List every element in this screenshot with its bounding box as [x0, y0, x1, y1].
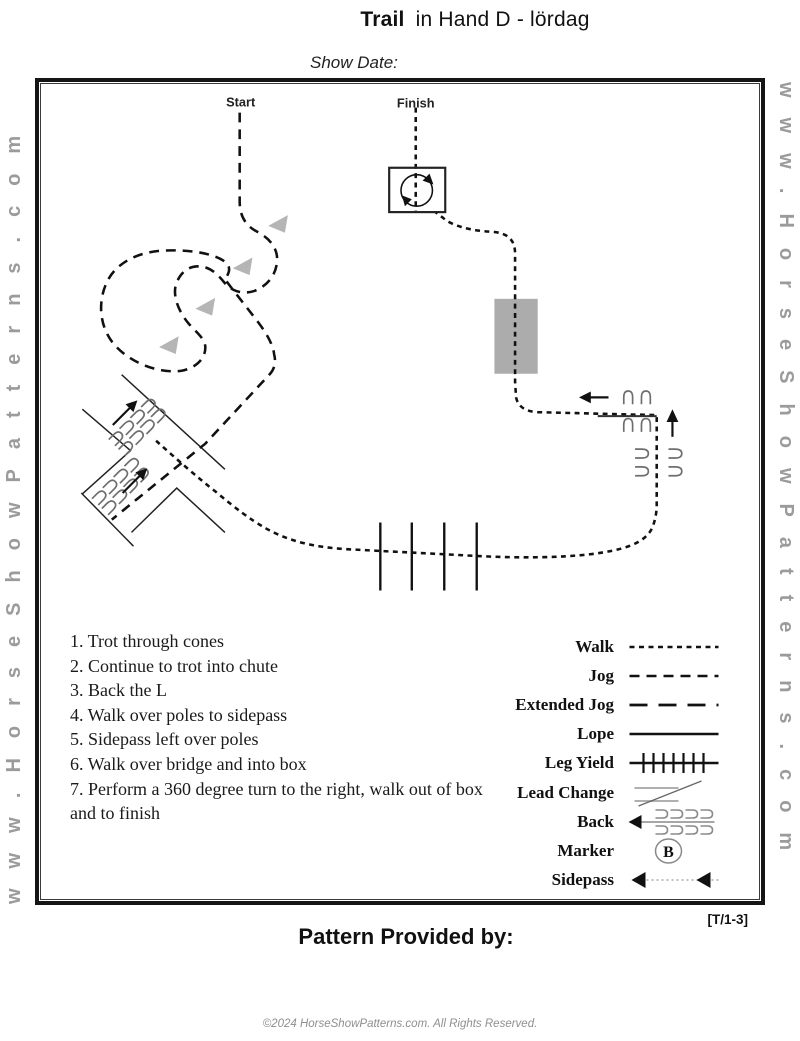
marker-symbol — [626, 837, 722, 865]
finish-label: Finish — [396, 95, 435, 111]
copyright-notice: ©2024 HorseShowPatterns.com. All Rights Reserved. — [262, 1018, 538, 1030]
legend-row-walk — [478, 632, 730, 661]
legend-row-extended-jog — [478, 690, 730, 719]
legend-label: Sidepass — [551, 870, 614, 890]
back-the-l-hoofprints — [92, 398, 167, 515]
page-title-bold: Trail — [360, 8, 405, 31]
instruction-item: 6. Walk over bridge and into box — [70, 753, 307, 774]
legend-label: Marker — [557, 840, 614, 860]
legend — [478, 632, 730, 895]
sidepass-up-arrow — [667, 409, 679, 422]
instruction-item: 1. Trot through cones — [70, 631, 225, 651]
lead-change-symbol — [626, 779, 722, 807]
legend-label: Lead Change — [517, 782, 614, 802]
legend-row-marker — [478, 836, 730, 865]
legend-label: Leg Yield — [544, 753, 614, 773]
show-date-label: Show Date: — [310, 53, 398, 72]
marker-letter: B — [663, 843, 674, 861]
page-title-rest: in Hand D - lördag — [415, 8, 590, 31]
lope-line-symbol — [626, 720, 722, 748]
cone-1 — [268, 215, 288, 233]
cone-4 — [159, 336, 179, 354]
jog-line-symbol — [626, 662, 722, 690]
walk-path — [156, 212, 657, 557]
jog-path — [101, 113, 277, 520]
watermark-left: www.HorseShowPatterns.com — [3, 115, 25, 904]
page-title — [0, 8, 800, 32]
start-label: Start — [226, 94, 256, 110]
legend-row-jog — [478, 661, 730, 690]
instruction-item: 4. Walk over poles to sidepass — [70, 704, 288, 725]
turn-arrow-cw-top — [423, 174, 434, 185]
cone-2 — [233, 257, 253, 275]
sidepass-symbol — [626, 866, 722, 894]
pattern-provided-by: Pattern Provided by: — [298, 924, 514, 949]
instruction-item: 5. Sidepass left over poles — [70, 729, 259, 750]
instruction-item: 3. Back the L — [70, 680, 167, 701]
instruction-item: 7. Perform a 360 degree turn to the right, walk out of box and to finish — [70, 778, 483, 824]
legend-label: Lope — [577, 724, 614, 744]
legend-row-sidepass — [478, 866, 730, 895]
legend-label: Walk — [575, 636, 614, 656]
walk-over-poles — [380, 523, 476, 591]
cone-markers — [159, 215, 288, 354]
legend-row-lope — [478, 720, 730, 749]
leg-yield-symbol — [626, 749, 722, 777]
sidepass-left-arrow — [579, 391, 591, 403]
legend-label: Back — [577, 811, 614, 831]
watermark-right: www.HorseShowPatterns.com — [775, 82, 797, 871]
pattern-code: [T/1-3] — [707, 912, 748, 927]
sidepass-section — [579, 391, 682, 476]
legend-label: Extended Jog — [515, 694, 614, 714]
extended-jog-line-symbol — [626, 691, 722, 719]
instruction-item: 2. Continue to trot into chute — [70, 655, 278, 676]
legend-row-lead-change — [478, 778, 730, 807]
back-symbol — [626, 808, 722, 836]
cone-3 — [195, 298, 215, 316]
walk-line-symbol — [626, 633, 722, 661]
legend-row-back — [478, 807, 730, 836]
legend-label: Jog — [588, 665, 614, 685]
legend-row-leg-yield — [478, 749, 730, 778]
instructions-list — [70, 629, 490, 826]
